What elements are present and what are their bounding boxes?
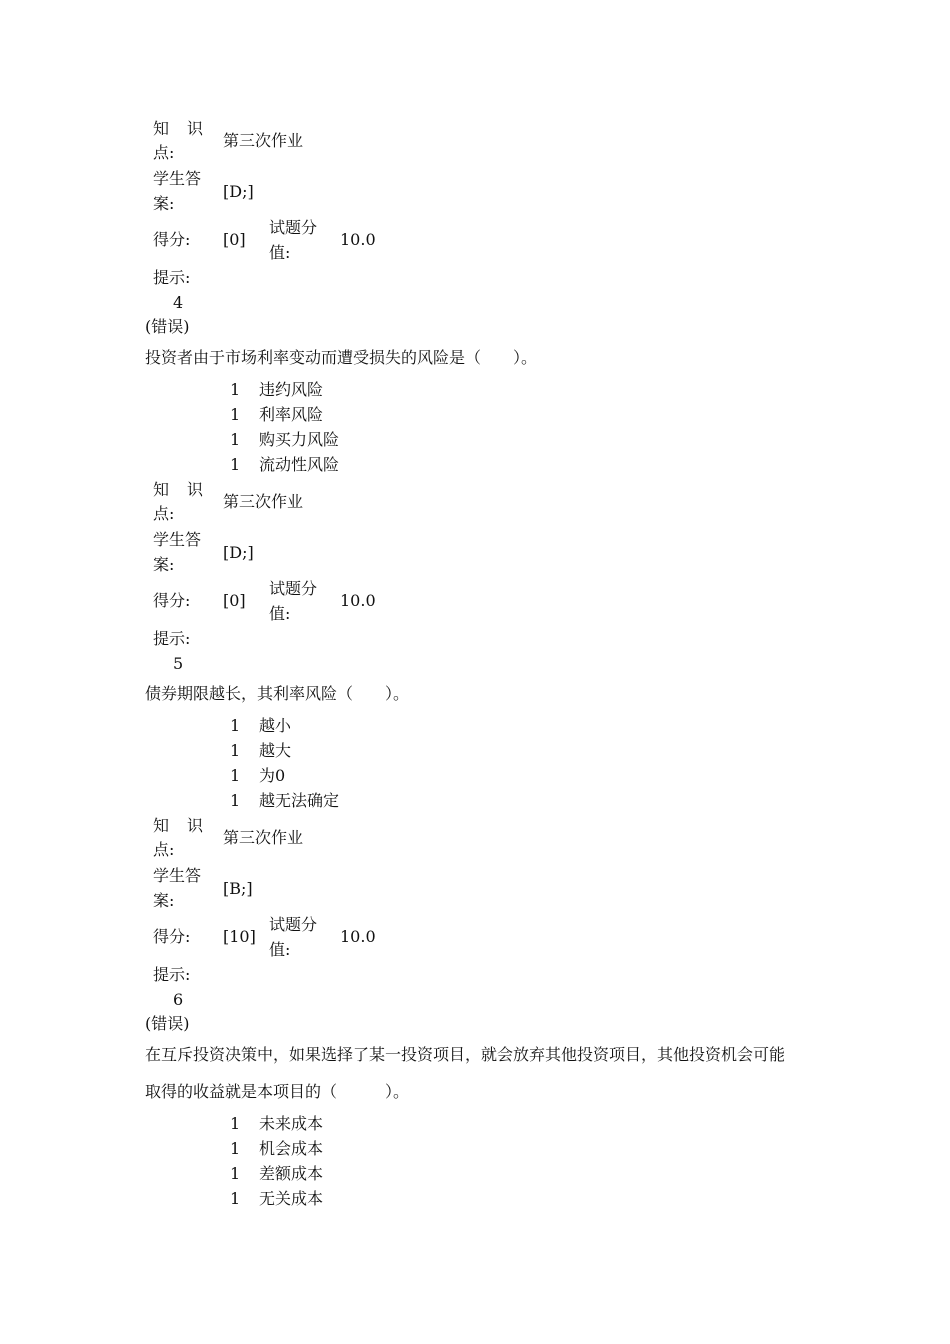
knowledge-label: 知识 [153, 119, 222, 138]
option-d[interactable]: 无关成本 [259, 1189, 324, 1208]
student-answer-label: 学生答 [153, 530, 202, 549]
knowledge-value: 第三次作业 [223, 492, 304, 511]
score-label: 得分: [153, 927, 191, 946]
option-marker: 1 [230, 405, 241, 424]
hint-label: 提示: [153, 965, 191, 984]
question-number: 6 [173, 990, 184, 1009]
question-text: 债券期限越长，其利率风险（ ）。 [145, 684, 410, 703]
question-text-line-2: 取得的收益就是本项目的（ ）。 [145, 1082, 410, 1101]
option-marker: 1 [230, 1189, 241, 1208]
knowledge-label: 知识 [153, 480, 222, 499]
option-marker: 1 [230, 716, 241, 735]
question-number: 5 [173, 654, 184, 673]
option-a[interactable]: 违约风险 [259, 380, 324, 399]
option-marker: 1 [230, 791, 241, 810]
question-value-label-2: 值: [269, 604, 291, 623]
option-b[interactable]: 利率风险 [259, 405, 324, 424]
student-answer-value: [D;] [223, 182, 254, 201]
hint-label: 提示: [153, 629, 191, 648]
question-value-label-2: 值: [269, 940, 291, 959]
option-a[interactable]: 越小 [259, 716, 292, 735]
question-status: (错误) [145, 317, 190, 336]
score-label: 得分: [153, 230, 191, 249]
question-value: 10.0 [340, 591, 376, 610]
knowledge-label: 知识 [153, 816, 222, 835]
hint-label: 提示: [153, 268, 191, 287]
knowledge-label-2: 点: [153, 840, 175, 859]
option-marker: 1 [230, 430, 241, 449]
option-b[interactable]: 机会成本 [259, 1139, 324, 1158]
option-marker: 1 [230, 380, 241, 399]
score-value: [10] [223, 927, 256, 946]
option-marker: 1 [230, 1164, 241, 1183]
knowledge-label-2: 点: [153, 143, 175, 162]
option-c[interactable]: 为0 [259, 766, 286, 785]
question-number: 4 [173, 293, 184, 312]
option-marker: 1 [230, 741, 241, 760]
option-d[interactable]: 越无法确定 [259, 791, 340, 810]
question-value-label: 试题分 [269, 579, 318, 598]
question-text-line-1: 在互斥投资决策中，如果选择了某一投资项目，就会放弃其他投资项目，其他投资机会可能 [145, 1045, 786, 1064]
question-value: 10.0 [340, 927, 376, 946]
question-value-label-2: 值: [269, 243, 291, 262]
option-b[interactable]: 越大 [259, 741, 292, 760]
knowledge-value: 第三次作业 [223, 828, 304, 847]
option-marker: 1 [230, 1114, 241, 1133]
option-marker: 1 [230, 766, 241, 785]
question-value-label: 试题分 [269, 915, 318, 934]
score-value: [0] [223, 591, 246, 610]
knowledge-label-2: 点: [153, 504, 175, 523]
question-value: 10.0 [340, 230, 376, 249]
option-c[interactable]: 差额成本 [259, 1164, 324, 1183]
option-a[interactable]: 未来成本 [259, 1114, 324, 1133]
option-marker: 1 [230, 1139, 241, 1158]
score-value: [0] [223, 230, 246, 249]
option-d[interactable]: 流动性风险 [259, 455, 340, 474]
student-answer-label-2: 案: [153, 891, 175, 910]
knowledge-value: 第三次作业 [223, 131, 304, 150]
student-answer-label: 学生答 [153, 169, 202, 188]
option-c[interactable]: 购买力风险 [259, 430, 340, 449]
question-status: (错误) [145, 1014, 190, 1033]
student-answer-label: 学生答 [153, 866, 202, 885]
student-answer-label-2: 案: [153, 555, 175, 574]
option-marker: 1 [230, 455, 241, 474]
question-value-label: 试题分 [269, 218, 318, 237]
student-answer-value: [D;] [223, 543, 254, 562]
score-label: 得分: [153, 591, 191, 610]
question-text: 投资者由于市场利率变动而遭受损失的风险是（ ）。 [145, 348, 538, 367]
student-answer-value: [B;] [223, 879, 253, 898]
student-answer-label-2: 案: [153, 194, 175, 213]
